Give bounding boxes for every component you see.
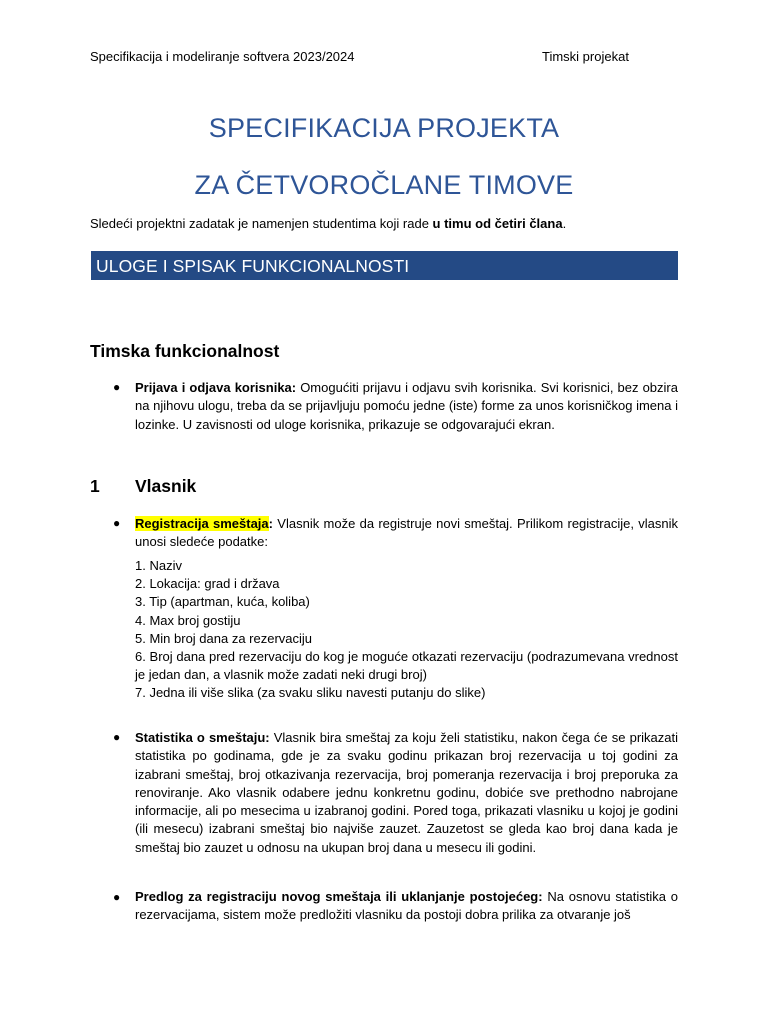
item-lead-highlighted: Registracija smeštaja <box>135 516 269 531</box>
list-item: 1. Naziv <box>135 558 182 573</box>
item-text: Omogućiti prijavu i odjavu svih korisnika. Svi korisnici, bez obzira na njihovu ulogu, treba da se prijavljuju pomoću jedne (iste) forme za unos korisničkog imena i lozinke. U zavisnosti od uloge korisnika, prikazuje se odgovarajući ekran. <box>135 380 678 432</box>
item-lead: Predlog za registraciju novog smeštaja ili uklanjanje postojećeg: <box>135 889 543 904</box>
item-text: Na osnovu statistika o rezervacijama, sistem može predložiti vlasniku da postoji dobra prilika za otvaranje još <box>135 889 678 923</box>
item-lead-colon: : <box>268 516 273 531</box>
owner-item-registration <box>135 515 678 552</box>
list-item: 7. Jedna ili više slika (za svaku sliku navesti putanju do slike) <box>135 685 486 701</box>
bullet-icon: ● <box>113 516 121 530</box>
registration-field-list <box>135 557 678 703</box>
item-text: Vlasnik može da registruje novi smeštaj. Prilikom registracije, vlasnik unosi sledeće podatke: <box>135 516 678 550</box>
header-course: Specifikacija i modeliranje softvera 2023/2024 <box>90 49 355 64</box>
team-item-login <box>135 379 678 434</box>
bullet-icon: ● <box>113 380 121 394</box>
intro-bold: u timu od četiri člana <box>432 216 563 231</box>
owner-section-number: 1 <box>90 476 100 496</box>
bullet-icon: ● <box>113 890 121 904</box>
list-item: 2. Lokacija: grad i država <box>135 576 280 592</box>
section-band: ULOGE I SPISAK FUNKCIONALNOSTI <box>91 251 678 280</box>
intro-paragraph <box>90 216 566 231</box>
owner-section-heading: Vlasnik <box>135 476 197 496</box>
header-project-type: Timski projekat <box>542 49 629 64</box>
owner-item-statistics <box>135 729 678 857</box>
intro-text: Sledeći projektni zadatak je namenjen studentima koji rade <box>90 216 433 231</box>
document-title-line2: ZA ČETVOROČLANE TIMOVE <box>194 170 574 200</box>
item-text: Vlasnik bira smeštaj za koju želi statistiku, nakon čega će se prikazati statistika po godinama, gde je za svaku godinu prikazan broj rezervacija u toj godini za izabrani smeštaj, broj otkazivanja rezervacija, broj pomeranja rezervacija i broj preporuka za renoviranje. Ako vlasnik odabere jednu konkretnu godinu, dobiće sve prethodno nabrojane informacije, ali po mesecima u izabranoj godini. Pored toga, prikazati vlasniku u kojoj je godini (ili mesecu) izabrani smeštaj bio najviše zauzet. Zauzetost se gleda kao broj dana kada je smeštaj bio zauzet u odnosu na ukupan broj dana u mesecu ili godini. <box>135 730 678 855</box>
item-lead: Prijava i odjava korisnika: <box>135 380 297 395</box>
bullet-icon: ● <box>113 730 121 744</box>
item-lead: Statistika o smeštaju: <box>135 730 270 745</box>
list-item: 5. Min broj dana za rezervaciju <box>135 630 313 646</box>
list-item: 3. Tip (apartman, kuća, koliba) <box>135 594 310 610</box>
team-section-heading: Timska funkcionalnost <box>90 341 280 361</box>
list-item: 4. Max broj gostiju <box>135 612 241 628</box>
intro-end: . <box>562 216 567 231</box>
list-item: 6. Broj dana pred rezervaciju do kog je moguće otkazati rezervaciju (podrazumevana vrednost je jedan dan, a vlasnik može zadati neki drugi broj) <box>135 649 678 683</box>
document-title-line1: SPECIFIKACIJA PROJEKTA <box>208 113 560 143</box>
owner-item-suggestion <box>135 888 678 925</box>
